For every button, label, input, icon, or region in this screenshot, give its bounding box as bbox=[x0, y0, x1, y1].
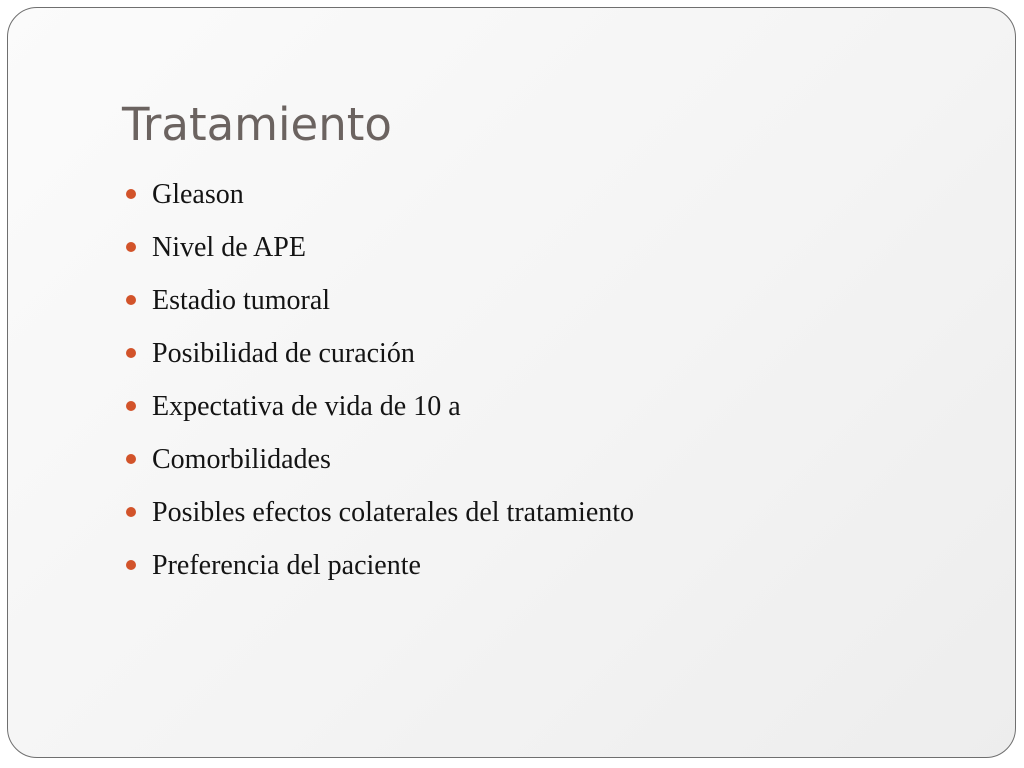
bullet-dot-icon bbox=[126, 189, 136, 199]
bullet-text: Posibles efectos colaterales del tratamiento bbox=[152, 497, 635, 528]
list-item bbox=[126, 543, 634, 596]
slide-title: Tratamiento bbox=[122, 98, 392, 151]
list-item bbox=[126, 384, 634, 437]
bullet-dot-icon bbox=[126, 348, 136, 358]
bullet-dot-icon bbox=[126, 242, 136, 252]
bullet-dot-icon bbox=[126, 507, 136, 517]
bullet-text: Posibilidad de curación bbox=[152, 338, 415, 369]
bullet-text: Expectativa de vida de 10 a bbox=[152, 391, 461, 422]
bullet-list bbox=[126, 172, 634, 596]
bullet-text: Comorbilidades bbox=[152, 444, 331, 475]
bullet-dot-icon bbox=[126, 401, 136, 411]
list-item bbox=[126, 331, 634, 384]
bullet-text: Estadio tumoral bbox=[152, 285, 331, 316]
list-item bbox=[126, 278, 634, 331]
list-item bbox=[126, 225, 634, 278]
slide-frame bbox=[7, 7, 1016, 758]
list-item bbox=[126, 172, 634, 225]
bullet-text: Gleason bbox=[152, 179, 244, 210]
list-item bbox=[126, 490, 634, 543]
bullet-text: Nivel de APE bbox=[152, 232, 306, 263]
bullet-text: Preferencia del paciente bbox=[152, 550, 421, 581]
bullet-dot-icon bbox=[126, 295, 136, 305]
list-item bbox=[126, 437, 634, 490]
bullet-dot-icon bbox=[126, 560, 136, 570]
bullet-dot-icon bbox=[126, 454, 136, 464]
